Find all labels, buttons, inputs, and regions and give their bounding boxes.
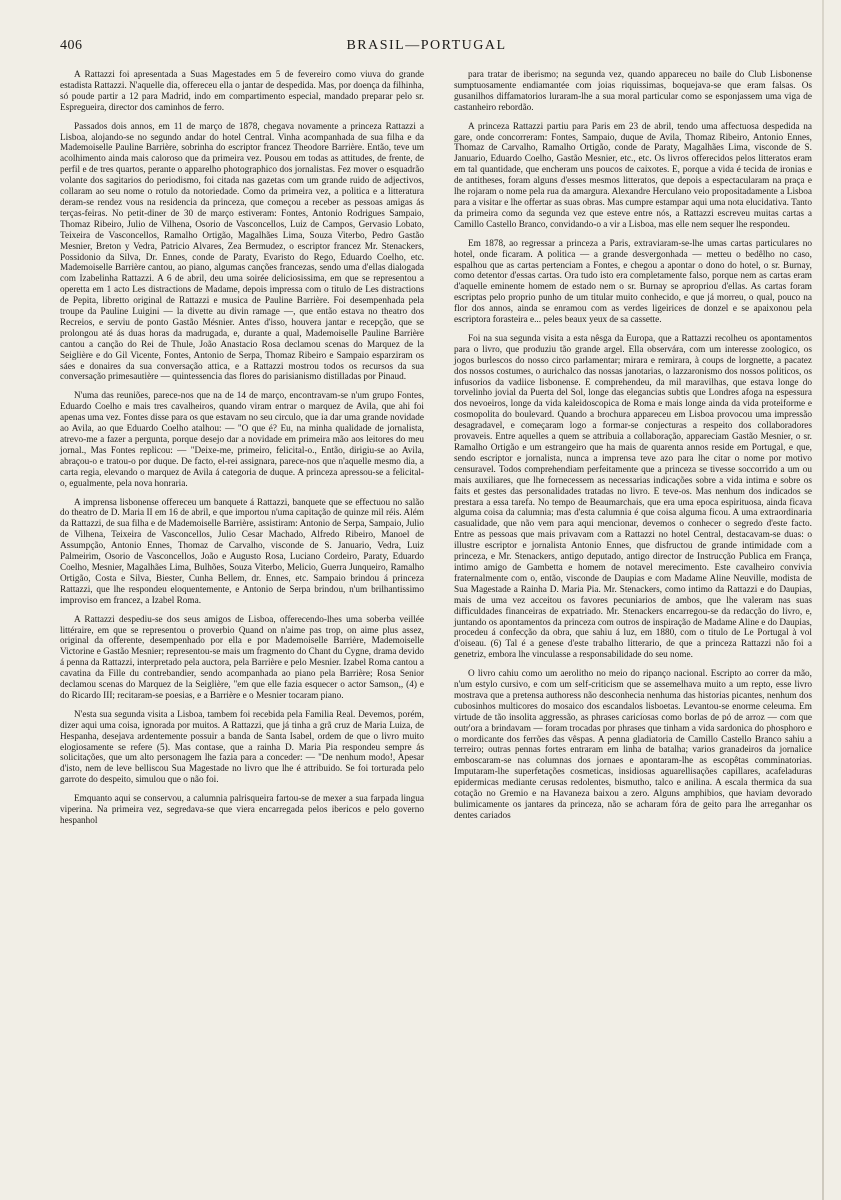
paragraph: A imprensa lisbonense offereceu um banquete á Rattazzi, banquete que se effectuou no salão do theatro de D. Maria II em 16 de abril, e que importou n'uma capitação de quinze mil réis. Além da Rattazzi, de sua filha e de Mademoiselle Barrière, assistiram: Antonio de Serpa, Sampaio, Julio de Vilhena, Teixeira de Vasconcellos, Julio Cesar Machado, Alfredo Ribeiro, Manoel de Assumpção, Antonio Ennes, Thomaz de Carvalho, visconde de S. Januario, Vedra, Luiz Palmeirim, Osorio de Vasconcellos, João e Augusto Rosa, Luciano Cordeiro, Paraty, Eduardo Coelho, Mesnier, Magalhães Lima, Bulhões, Souza Viterbo, Melicio, Guerra Junqueiro, Ramalho Ortigão, Costa e Silva, Biester, Cunha Bellem, dr. Ennes, etc. Sampaio brindou á princeza Rattazzi, que lhe respondeu eloquentemente, e Antonio de Serpa brindou, n'um brilhantissimo improviso em francez, a Izabel Roma.: [60, 497, 424, 606]
paragraph: A princeza Rattazzi partiu para Paris em 23 de abril, tendo uma affectuosa despedida na gare, onde concorreram: Fontes, Sampaio, duque de Avila, Thomaz Ribeiro, Antonio Ennes, Thomaz de Carvalho, Ramalho Ortigão, conde de Paraty, Magalhães Lima, visconde de S. Januario, Eduardo Coelho, Gastão Mesnier, etc., etc. Os livros offerecidos pelos litteratos eram em tal quantidade, que encheram uns poucos de caixotes. E, porque a vida é tecida de ironias e de antitheses, foram alguns d'esses mesmos litteratos, que depois a espectacularam na praça e lhe rojaram o nome pela rua da amargura. Alexandre Herculano veio propositadamente a Lisboa para a visitar e lhe offertar as suas obras. Mas cumpre estampar aqui uma nota elucidativa. Tanto da primeira como da segunda vez que esteve entre nós, a Rattazzi escreveu muitas cartas a Camillo Castello Branco, convidando-o a vir a Lisboa, mas elle nem sequer lhe respondeu.: [454, 121, 812, 230]
paragraph: O livro cahiu como um aerolitho no meio do ripanço nacional. Escripto ao correr da mão, n'um estylo cursivo, e com um self-criticism que se assemelhava muito a um repto, esse livro mostrava que a pretensa authoress não desconhecia nenhuma das historias picantes, nenhum dos cubosinhos multicores do mosaico dos escandalos lisboetas. Levantou-se enorme celeuma. Em virtude de tão insolita aggressão, as phrases caricíosas como borlas de pó de arroz — com que outr'ora a brindavam — foram trocadas por phrases que tinham a vida sardonica do phosphoro e o mordicante dos ferrões das vêspas. A penna gladiatoria de Camillo Castello Branco sahiu a terreiro; outras pennas fortes entraram em linha de batalha; varios granadeiros da jornalice emboscaram-se nas columnas dos jornaes e apontaram-lhe as escopêtas comminatorias. Imputaram-lhe superfetações cosmeticas, insidiosas aguarellisações capillares, acafeladuras epidermicas mediante cerusas redolentes, bismutho, talco e anilina. A escala thermica da sua cotação no Gremio e na Havaneza baixou a zero. Alguns amphibios, que haviam devorado bulimicamente os jantares da princeza, não se acharam fóra de geito para lhe arreganhar os dentes cariados: [454, 669, 812, 821]
page-header: [60, 38, 793, 58]
page-number: 406: [60, 38, 83, 53]
paragraph: N'uma das reuniões, parece-nos que na de 14 de março, encontravam-se n'um grupo Fontes, Eduardo Coelho e mais tres cavalheiros, quando viram entrar o marquez de Avila, que ahi foi apenas uma vez. Fontes disse para os que estavam no seu circulo, que ia dar uma grande novidade ao Avila, ao que Eduardo Coelho atalhou: — "O que é? Eu, na minha qualidade de jornalista, atrevo-me a fazer a pergunta, porque desejo dar a novidade em primeira mão aos leitores do meu jornal., Mas Fontes replicou: — "Deixe-me, primeiro, felicital-o., Então, dirigiu-se ao Avila, abraçou-o e tratou-o por duque. De facto, el-rei assignara, parece-nos que n'aquelle mesmo dia, a carta regia, elevando o marquez de Avila á categoria de duque. A princeza apressou-se a felicital-o, egualmente, pela nova honraria.: [60, 391, 424, 489]
paragraph: A Rattazzi foi apresentada a Suas Magestades em 5 de fevereiro como viuva do grande estadista Rattazzi. N'aquelle dia, offereceu ella o jantar de despedida. Mas, por doença da filhinha, só poude partir a 12 para Madrid, indo em compartimento especial, mandado preparar pelo sr. Espregueira, director dos caminhos de ferro.: [60, 70, 424, 113]
left-column: [60, 70, 424, 827]
paragraph: Em 1878, ao regressar a princeza a Paris, extraviaram-se-lhe umas cartas particulares no hotel, onde ficaram. A politica — a grande desvergonhada — metteu o bedêlho no caso, espalhou que as cartas pertenciam a Fontes, e chegou a apontar o dono do hotel, o sr. Burnay, como detentor d'essas cartas. Ora tudo isto era completamente falso, porque nem as cartas eram d'aquelle eminente homem de estado nem o sr. Burnay se apropriou d'ellas. As cartas foram escriptas pelo proprio punho de um titular muito conhecido, e que já morreu, o qual, pouco na flor dos annos, ainda se enramou com as verdes ligeirices de donzel e se apaixonou pela escriptora forasteira e... peles beaux yeux de sa cassette.: [454, 238, 812, 326]
paragraph: para tratar de iberismo; na segunda vez, quando appareceu no baile do Club Lisbonense sumptuosamente endiamantée com joias riquissimas, boquejava-se que eram falsas. Os gusanilhos diffamatorios luraram-lhe a sua moral particular como se esponjassem uma viga de castanheiro rebordão.: [454, 70, 812, 113]
running-title: BRASIL—PORTUGAL: [346, 38, 507, 53]
paragraph: Passados dois annos, em 11 de março de 1878, chegava novamente a princeza Rattazzi a Lisboa, alojando-se no segundo andar do hotel Central. Vinha acompanhada de sua filha e da Mademoiselle Pauline Barrière, sobrinha do escriptor francez Theodore Barrière. Então, teve um acolhimento ainda mais caloroso que da primeira vez. Pousou em todas as attitudes, de frente, de perfil e de tres quartos, perante o apparelho photographico dos jornalistas. Fez mover o esquadrão volante dos sagitarios do periodismo, foi citada nas gazetas com um grande ruido de adjectivos, collaram ao seu nome o rotulo da notoriedade. Como da primeira vez, a politica e a litteratura deram-se rendez vous na residencia da princeza, que começou a receber as pessoas amigas ás terças-feiras. No petit-diner de 30 de março estiveram: Fontes, Antonio Rodrigues Sampaio, Thomaz Ribeiro, Julio de Vilhena, Osorio de Vasconcellos, Luiz de Campos, Gervasio Lobato, Teixeira de Vasconcellos, Ramalho Ortigão, Magalhães Lima, Souza Viterbo, Pedro Gastão Mesnier, Breton y Vedra, Patricio Alvares, Zea Bermudez, o escriptor francez Mr. Stenackers, Possidonio da Silva, Dr. Ennes, conde de Paraty, Evaristo do Rego, Eduardo Coelho, etc. Mademoiselle Barrière cantou, ao piano, algumas canções francezas, sendo uma d'ellas dialogada com Izabelinha Rattazzi. A 6 de abril, deu uma soirée deliciosissima, em que se representou a operetta em 1 acto Les distractions de Madame, depois impressa com o titulo de Les distractions de Pepita, libretto original de Rattazzi e musica de Pauline Barrière. Foi desempenhada pela troupe da Pauline Luigini — la divette au divin ramage —, que então estava no theatro dos Recreios, e serviu de ponto Gastão Mésnier. Antes d'isso, houvera jantar e recepção, que se prolongou até ás duas horas da madrugada, e, durante a qual, Mademoiselle Pauline Barrière cantou a canção do Rei de Thule, João Anastacio Rosa declamou scenas do Marquez de la Seiglière e do Gil Vicente, Fontes, Antonio de Serpa, Thomaz Ribeiro e Sampaio esparziram os sáes e donaires da sua conversação attica, e a Rattazzi mostrou todos os recursos da sua conversação primesautière — quintessencia das flores do parisianismo distilladas por Pinaud.: [60, 121, 424, 383]
paragraph: Emquanto aqui se conservou, a calumnia palrisqueira fartou-se de mexer a sua farpada lingua viperina. Na primeira vez, segredava-se que viera encarregada pelos ibericos e pelo governo hespanhol: [60, 794, 424, 826]
right-column: [454, 70, 812, 822]
page-edge-shadow: [822, 0, 824, 1200]
paragraph: A Rattazzi despediu-se dos seus amigos de Lisboa, offerecendo-lhes uma soberba veillée littéraire, em que se representou o proverbio Quand on n'aime pas trop, on aime plus assez, original da offerente, desempenhado por ella e por Mademoiselle Barrière, Mademoiselle Victorine e Gastão Mesnier; representou-se mais um fragmento do Chant du Cygne, drama devido á penna da Rattazzi, interpretado pela auctora, pela Barrière e pelo Mesnier. Izabel Roma cantou a cavatina da Fille du contrebandier, sendo acompanhada ao piano pela Barrière; Rosa Senior declamou scenas do Marquez de la Seiglière, "em que elle fazia esquecer o actor Samson,, (4) e do Ricardo III; recitaram-se poesias, e a Barrière e o Mesnier tocaram piano.: [60, 614, 424, 701]
paragraph: Foi na sua segunda visita a esta nêsga da Europa, que a Rattazzi recolheu os apontamentos para o livro, que produziu tão grande argel. Ella observára, com um interesse zoologico, os jogos burlescos do nosso circo parlamentar; mirara e remirara, à coups de lorgnette, a pacatez dos nossos costumes, o aurichalco das nossas janotarias, o lazzaronismo dos nossos politicos, os infusorios da vadiice lisbonense. E comprehendeu, da mil maravilhas, que estava longe do torvelinho jovial da Puerta del Sol, longe das elegancias subtis que Londres afoga na espessura dos nevoeiros, longe da vida kaleidoscopica de Roma e mais longe ainda da vida proteiforme e cosmopolita do boulevard. Quando a brochura appareceu em Lisboa provocou uma impressão desagradavel, e começaram logo a formar-se conjecturas a respeito dos collaboradores provaveis. Entre aquelles a quem se attribuia a collaboração, appareciam Gastão Mesnier, o sr. Ramalho Ortigão e um estrangeiro que ha mais de quarenta annos reside em Portugal, e que, sendo escriptor e jornalista, nunca a imprensa teve azo para lhe citar o nome por motivo censuravel. Todos comprehendiam perfeitamente que a princeza se tivesse soccorrido a um ou mais auxiliares, que lhe fornecessem as necessarias indicações sobre a vida intima e sobre os faits et gestes das personalidades tratadas no livro. E teve-os. Mas nenhum dos indicados se prestara a essa tarefa. No tempo de Beaumarchais, que era uma epoca espirituosa, ainda ficava alguma coisa da calumnia; mas d'esta calumnia é que coisa alguma ficou. A uma extraordinaria casualidade, que não vem para aqui mencionar, devemos o conhecer o segredo d'este facto. Entre as pessoas que mais privavam com a Rattazzi no hotel Central, destacavam-se duas: o illustre escriptor e jornalista Antonio Ennes, que disfructou de grande intimidade com a princeza, e Mr. Stenackers, antigo deputado, antigo director de Instrucção Publica em França, intimo amigo de Gambetta e homem de notavel merecimento. Este cavalheiro convivia fraternalmente com o, então, visconde de Daupias e com Madame Aline Neuville, modista de Sua Magestade a Rainha D. Maria Pia. Mr. Stenackers, como intimo da Rattazzi e do Daupias, mais de uma vez acceitou os favores pecuniarios de ambos, que lhe valeram nas suas difficuldades financeiras de expatriado. Mr. Stenackers encarregou-se da redacção do livro, e, juntando os apontamentos da princeza com outros de inspiração de Madame Aline e do Daupias, procedeu á confecção da obra, que sahiu á luz, em 1880, com o titulo de Le Portugal à vol d'oiseau. (6) Tal é a genese d'este trabalho litterario, de que a princeza Rattazzi não foi a genetriz, embora lhe vinculasse a responsabilidade do seu nome.: [454, 333, 812, 661]
paragraph: N'esta sua segunda visita a Lisboa, tambem foi recebida pela Familia Real. Devemos, porém, dizer aqui uma coisa, ignorada por muitos. A Rattazzi, que já tinha a grã cruz de Maria Luiza, de Hespanha, desejava ardentemente possuir a banda de Santa Isabel, ordem de que o livro muito elogiosamente se refere (5). Mas contase, que a rainha D. Maria Pia respondeu sempre ás solicitações, que um alto personagem lhe fazia para a conceder: — "De nenhum modo!, Apesar d'isto, nem de leve belliscou Sua Magestade no livro que lhe é attribuido. Se foi torturada pelo garrote do despeito, simulou que o não foi.: [60, 709, 424, 786]
